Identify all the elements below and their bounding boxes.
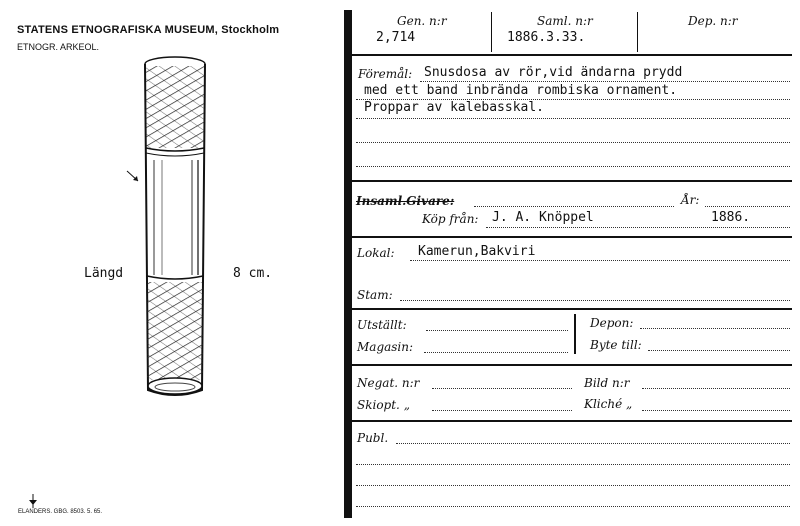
stam-label: Stam:: [357, 288, 393, 302]
rule-5: [352, 364, 792, 366]
foremal-line-2: med ett band inbrända rombiska ornament.: [364, 83, 678, 98]
publ-label: Publ.: [357, 431, 389, 445]
kop-fran-value: J. A. Knöppel: [492, 210, 594, 225]
foremal-label: Föremål:: [358, 67, 413, 81]
foremal-dotline-2: [356, 99, 790, 100]
publ-dotline-3: [356, 485, 790, 486]
depon-dotline: [640, 328, 790, 329]
skiopt-dotline: [432, 410, 572, 411]
lokal-label: Lokal:: [357, 246, 395, 260]
kop-year-value: 1886.: [711, 210, 751, 225]
foremal-dotline-3: [356, 118, 790, 119]
museum-header: STATENS ETNOGRAFISKA MUSEUM, Stockholm: [17, 24, 280, 36]
insaml-dotline: [474, 206, 674, 207]
pointer-arrow-icon: [126, 170, 142, 184]
rule-3: [352, 236, 792, 238]
foremal-dotline-1: [420, 81, 790, 82]
bild-nr-label: Bild n:r: [584, 376, 630, 390]
ar-dotline: [705, 206, 790, 207]
length-label: Längd: [84, 266, 124, 281]
kop-fran-label: Köp från:: [422, 212, 479, 226]
storage-divider: [574, 314, 576, 354]
bild-dotline: [642, 388, 790, 389]
dep-nr-label: Dep. n:r: [688, 14, 738, 28]
department-label: ETNOGR. ARKEOL.: [17, 42, 100, 52]
publ-dotline-1: [396, 443, 790, 444]
saml-nr-label: Saml. n:r: [537, 14, 593, 28]
saml-nr-value: 1886.3.33.: [507, 30, 586, 45]
rule-6: [352, 420, 792, 422]
length-value: 8 cm.: [233, 266, 273, 281]
utstallt-dotline: [426, 330, 568, 331]
object-drawing: [120, 50, 230, 405]
printer-mark-icon: [28, 494, 38, 508]
depon-label: Depon:: [590, 316, 634, 330]
negat-dotline: [432, 388, 572, 389]
publ-dotline-4: [356, 506, 790, 507]
card-left-rule: [344, 10, 352, 518]
ar-label: År:: [681, 193, 700, 207]
rule-2: [352, 180, 792, 182]
byte-till-label: Byte till:: [590, 338, 642, 352]
header-divider-1: [491, 12, 492, 52]
utstallt-label: Utställt:: [357, 318, 407, 332]
kop-dotline: [486, 227, 790, 228]
gen-nr-label: Gen. n:r: [397, 14, 447, 28]
gen-nr-value: 2,714: [376, 30, 416, 45]
magasin-label: Magasin:: [357, 340, 414, 354]
publ-dotline-2: [356, 464, 790, 465]
lokal-dotline: [410, 260, 790, 261]
struck-label: Insaml.Givare:: [356, 194, 455, 208]
magasin-dotline: [424, 352, 568, 353]
stam-dotline: [400, 300, 790, 301]
rule-1: [352, 54, 792, 56]
kliche-label: Kliché „: [584, 397, 633, 411]
foremal-dotline-5: [356, 166, 790, 167]
kliche-dotline: [642, 410, 790, 411]
header-divider-2: [637, 12, 638, 52]
foremal-line-1: Snusdosa av rör,vid ändarna prydd: [424, 65, 683, 80]
foremal-line-3: Proppar av kalebasskal.: [364, 100, 545, 115]
rule-4: [352, 308, 792, 310]
printer-imprint: ELANDERS. GBG. 8503. 5. 65.: [18, 509, 103, 515]
foremal-dotline-4: [356, 142, 790, 143]
lokal-value: Kamerun,Bakviri: [418, 244, 536, 259]
skiopt-label: Skiopt. „: [357, 398, 410, 412]
byte-till-dotline: [648, 350, 790, 351]
negat-nr-label: Negat. n:r: [357, 376, 420, 390]
